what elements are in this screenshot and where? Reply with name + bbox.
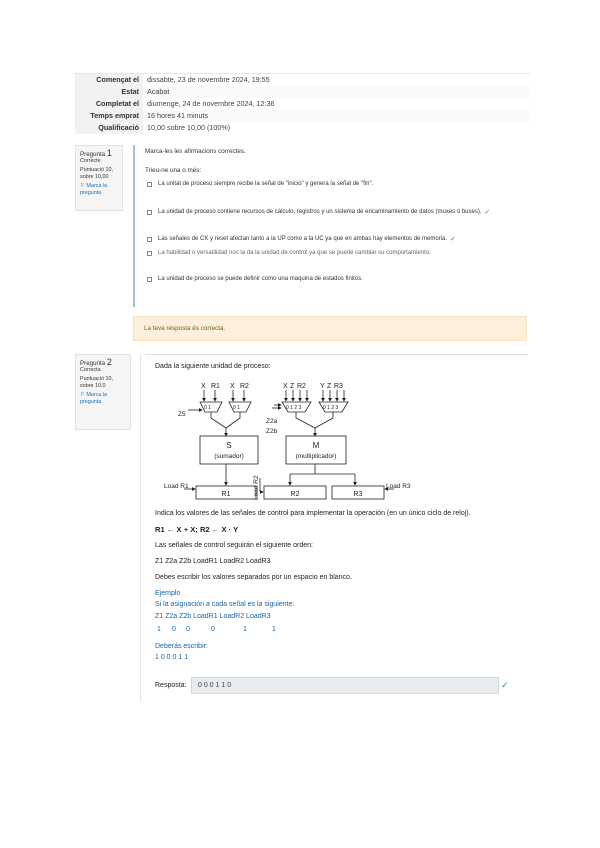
answer-input[interactable]: 0 0 0 1 1 0 [191,677,499,694]
question-number: Pregunta 2 [80,357,112,367]
summary-value: Acabat [143,86,530,98]
summary-row-grade [75,122,530,134]
question-2-info [75,354,131,430]
question-2-statement: Indica los valores de las señales de control para implementar la operación (en un único ciclo de reloj). [155,510,471,517]
question-2-instructions: Debes escribir los valores separados por un espacio en blanco. [155,574,352,581]
answer-option[interactable] [147,250,431,256]
register-r2-label: R2 [290,491,300,498]
multiplier-title: M [312,441,320,450]
diagram-input-label: Z [327,383,332,390]
should-write-value: 1 0 0 0 1 1 [155,654,189,661]
load-r1-label: Load R1 [164,483,189,490]
option-label: La unidad de proceso se puede definir como una maquina de estados finitos. [158,276,363,282]
summary-row-state [75,86,530,98]
multiplier-subtitle: (multiplicador) [295,453,337,460]
question-state: Correcte [80,158,101,164]
answer-option[interactable] [147,208,490,216]
summary-row-completed [75,98,530,110]
question-number: Pregunta 1 [80,148,112,158]
summary-row-started [75,74,530,86]
summary-value: 16 hores 41 minuts [143,110,530,122]
example-line: Si la asignación a cada señal es la siguiente: [155,601,295,608]
flag-question-link[interactable]: ⚐ Marca la pregunta [80,183,108,196]
question-2-divider [145,354,528,355]
summary-value: dissabte, 23 de novembre 2024, 19:55 [147,75,270,84]
summary-row-time [75,110,530,122]
option-checkbox[interactable] [147,237,152,242]
answer-option[interactable] [147,276,363,282]
adder-title: S [226,441,232,450]
diagram-input-label: R1 [211,383,220,390]
diagram-input-label: R3 [334,383,343,390]
attempt-summary-table [75,74,530,134]
answer-label: Resposta: [155,682,187,689]
question-2-operation: R1 ← X + X; R2 ← X · Y [155,525,239,534]
diagram-z2a-label: Z2a [266,418,278,425]
diagram-input-label: Z [290,383,295,390]
summary-key: Completat el [75,98,143,110]
diagram-input-label: R2 [240,383,249,390]
diagram-z5-label: Z5 [178,411,186,418]
summary-key: Estat [75,86,143,98]
option-label: La unidad de proceso contiene recursos de cálculo, registros y un sistema de encaminamiento de datos (muxes o buses). [158,209,482,215]
mux-input-indices: 0 1 2 3 [286,405,302,411]
check-icon: ✓ [484,209,491,216]
summary-key: Començat el [75,74,143,86]
question-score: Puntuació 10, sobre 10,00 [80,167,113,180]
diagram-input-label: X [201,383,206,390]
adder-subtitle: (sumador) [214,453,244,460]
option-checkbox[interactable] [147,277,152,282]
question-2-order-note: Las señales de control seguirán el siguiente orden: [155,542,313,549]
example-value: 0 [172,626,176,633]
option-label: La unitat de proceso siempre recibe la señal de "inicio" y genera la señal de "fin". [158,181,374,187]
diagram-input-label: Y [320,383,325,390]
question-score: Puntuació 10, sobre 10,0 [80,376,113,389]
summary-value: 10,00 sobre 10,00 (100%) [147,123,231,132]
example-value: 1 [243,626,247,633]
option-label: Las señales de CK y reset afectan tanto a la UP como a la UC ya que en ambas hay elementos de memoria. [158,236,448,242]
check-icon: ✓ [450,236,456,243]
option-checkbox[interactable] [147,182,152,187]
summary-key: Temps emprat [75,110,143,122]
load-r2-label: Load R2 [253,475,260,500]
option-checkbox[interactable] [147,210,152,215]
flag-icon: ⚐ [80,392,85,398]
diagram-input-label: R2 [297,383,306,390]
answer-option[interactable] [147,235,456,243]
option-checkbox[interactable] [147,251,152,256]
mux-input-indices: 0 1 [233,405,240,411]
diagram-input-label: X [283,383,288,390]
mux-input-indices: 0 1 2 3 [323,405,339,411]
example-value: 0 [186,626,190,633]
example-value: 0 [211,626,215,633]
check-icon: ✓ [501,680,509,690]
example-title: Ejemplo [155,590,181,597]
option-label: La habilidad o versatilidad nos la da la unidad de control ya que se puede cambiar su comportamiento. [158,250,431,256]
summary-key: Qualificació [75,122,143,134]
answer-option[interactable] [147,181,373,187]
diagram-z2b-label: Z2b [266,428,278,435]
question-2-intro: Dada la siguiente unidad de proceso: [155,363,271,370]
question-1-accent-bar [133,145,135,307]
should-write-label: Deberás escribir: [155,643,208,650]
example-value: 1 [157,626,161,633]
register-r1-label: R1 [221,491,231,498]
datapath-diagram [160,378,420,502]
register-r3-label: R3 [353,491,363,498]
question-1-feedback: La teva resposta és correcta. [133,316,527,341]
question-2-order: Z1 Z2a Z2b LoadR1 LoadR2 LoadR3 [155,558,271,565]
question-1-info [75,145,123,211]
example-value: 1 [272,626,276,633]
question-state: Correcta [80,367,101,373]
example-signals: Z1 Z2a Z2b LoadR1 LoadR2 LoadR3 [155,613,271,620]
load-r3-label: Load R3 [386,483,411,490]
question-2-left-rule [140,354,141,702]
diagram-input-label: X [230,383,235,390]
flag-question-link[interactable]: ⚐ Marca la pregunta [80,392,108,405]
flag-icon: ⚐ [80,183,85,189]
question-1-prompt: Marca-les les afirmacions correctes. [145,148,246,155]
question-1-instruction: Trieu-ne una o més: [145,167,202,174]
summary-value: diumenge, 24 de novembre 2024, 12:36 [147,99,275,108]
mux-input-indices: 0 1 [204,405,211,411]
